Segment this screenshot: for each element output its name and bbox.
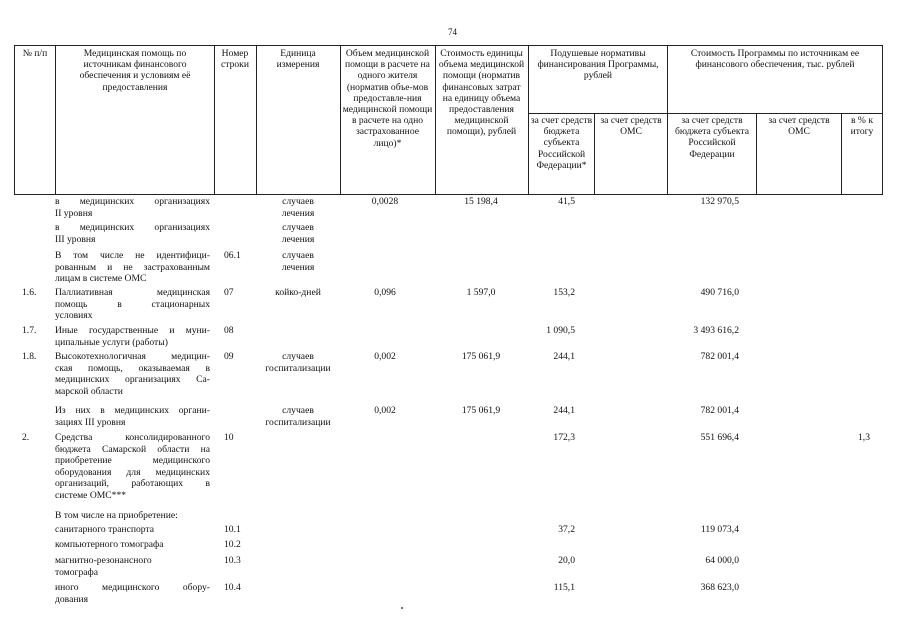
- row-description: лицам в системе ОМС: [55, 273, 147, 284]
- row-description: Высокотехнологичная медицин-: [55, 351, 210, 362]
- row-description: марской области: [55, 385, 123, 397]
- row-description: В том числе на приобретение:: [55, 510, 178, 521]
- row-description: II уровня: [55, 207, 93, 219]
- row-line-number: 06.1: [224, 250, 241, 261]
- row-program-budget: 782 001,4: [700, 405, 739, 416]
- row-description: томографа: [55, 566, 99, 578]
- row-cost: 175 061,9: [461, 351, 501, 362]
- row-program-budget: 64 000,0: [705, 555, 739, 566]
- row-description: санитарного транспорта: [55, 524, 155, 535]
- row-description: условиях: [55, 310, 93, 321]
- row-number: 2.: [22, 432, 30, 443]
- row-program-budget: 782 001,4: [700, 351, 739, 362]
- row-description: магнитно-резонансного: [55, 555, 152, 566]
- header-program-percent: в % к итогу: [850, 115, 874, 138]
- row-volume: 0,096: [374, 287, 396, 298]
- row-description: ская помощь, оказываемая в: [55, 362, 210, 374]
- row-cost: 175 061,9: [461, 405, 501, 416]
- row-unit: лечения: [281, 261, 315, 273]
- row-per-capita-budget: 1 090,5: [546, 325, 575, 336]
- row-description: компьютерного томографа: [55, 539, 164, 550]
- page-number: 74: [448, 27, 457, 37]
- header-per-capita-group: Подушевые нормативы финансирования Программы, рублей: [537, 48, 659, 82]
- header-volume: Объем медицинской помощи в расчете на одного жителя (норматив объе-мов предоставле-ния медицинской помощи в расчете на одно застрахованное лицо)*: [342, 48, 433, 149]
- header-line-no: Номер строки: [221, 48, 249, 71]
- row-cost: 1 597,0: [466, 287, 496, 298]
- row-description: Средства консолидированного: [55, 432, 210, 443]
- row-per-capita-budget: 244,1: [553, 351, 575, 362]
- row-description: медицинских организациях Са-: [55, 374, 210, 385]
- row-unit: случаев: [282, 351, 314, 362]
- row-volume: 0,0028: [371, 196, 399, 207]
- row-description: приобретение медицинского: [55, 455, 210, 466]
- row-line-number: 10.3: [224, 555, 241, 566]
- row-line-number: 09: [224, 351, 234, 362]
- row-line-number: 10: [224, 432, 234, 443]
- row-per-capita-budget: 20,0: [558, 555, 575, 566]
- row-per-capita-budget: 172,3: [553, 432, 575, 443]
- row-cost: 15 198,4: [464, 196, 498, 207]
- row-per-capita-budget: 244,1: [553, 405, 575, 416]
- row-per-capita-budget: 153,2: [553, 287, 575, 298]
- row-unit: госпитализации: [265, 362, 331, 374]
- row-program-budget: 368 623,0: [700, 582, 739, 593]
- row-description: бюджета Самарской области на: [55, 443, 210, 455]
- row-description: системе ОМС***: [55, 489, 127, 501]
- row-program-budget: 119 073,4: [700, 524, 739, 535]
- table-header: [14, 45, 883, 195]
- row-description: в медицинских организациях: [55, 196, 210, 207]
- row-description: Из них в медицинских органи-: [55, 405, 210, 416]
- header-cost: Стоимость единицы объема медицинской помощи (норматив финансовых затрат на единицу объема предоставления медицинской помощи), рублей: [438, 48, 525, 138]
- row-unit: случаев: [282, 405, 314, 416]
- row-description: иного медицинского обору-: [55, 582, 210, 593]
- row-description: в медицинских организациях: [55, 222, 210, 233]
- header-program-oms: за счет средств ОМС: [768, 115, 830, 138]
- row-number: 1.8.: [22, 351, 37, 362]
- row-program-budget: 490 716,0: [700, 287, 739, 298]
- row-volume: 0,002: [374, 405, 396, 416]
- row-line-number: 08: [224, 325, 234, 336]
- row-description: организаций, работающих в: [55, 478, 210, 489]
- row-line-number: 07: [224, 287, 234, 298]
- header-program-cost-group: Стоимость Программы по источникам ее финансового обеспечения, тыс. рублей: [690, 48, 860, 71]
- header-description: Медицинская помощь по источникам финансового обеспечения и условиям её предоставления: [79, 48, 191, 93]
- row-description: В том числе не идентифици-: [55, 250, 210, 261]
- row-description: III уровня: [55, 233, 96, 245]
- row-unit: лечения: [281, 233, 315, 245]
- row-unit: случаев: [282, 222, 314, 233]
- row-program-budget: 551 696,4: [700, 432, 739, 443]
- row-unit: случаев: [282, 250, 314, 261]
- row-unit: госпитализации: [265, 416, 331, 428]
- row-volume: 0,002: [374, 351, 396, 362]
- header-unit: Единица измерения: [276, 48, 320, 71]
- row-program-percent: 1,3: [858, 432, 870, 443]
- row-unit: случаев: [282, 196, 314, 207]
- row-program-budget: 132 970,5: [700, 196, 739, 207]
- row-description: Иные государственные и муни-: [55, 325, 210, 336]
- row-unit: койко-дней: [275, 287, 321, 298]
- row-description: зациях III уровня: [55, 416, 126, 428]
- row-description: рованным и не застрахованным: [55, 261, 210, 273]
- row-program-budget: 3 493 616,2: [693, 325, 739, 336]
- header-num: № п/п: [22, 48, 48, 59]
- row-line-number: 10.1: [224, 524, 241, 535]
- scan-speck: [401, 607, 403, 609]
- row-number: 1.6.: [22, 287, 37, 298]
- row-per-capita-budget: 115,1: [553, 582, 575, 593]
- header-per-capita-oms: за счет средств ОМС: [600, 115, 662, 138]
- row-description: Паллиативная медицинская: [55, 287, 210, 298]
- header-program-budget: за счет средств бюджета субъекта Российской Федерации: [675, 115, 749, 160]
- row-description: дования: [55, 593, 89, 605]
- header-per-capita-budget: за счет средств бюджета субъекта Российской Федерации*: [530, 115, 593, 171]
- row-per-capita-budget: 37,2: [558, 524, 575, 535]
- row-line-number: 10.4: [224, 582, 241, 593]
- row-description: помощь в стационарных: [55, 298, 210, 310]
- row-number: 1.7.: [22, 325, 37, 336]
- row-unit: лечения: [281, 207, 315, 219]
- row-line-number: 10.2: [224, 539, 241, 550]
- row-per-capita-budget: 41,5: [558, 196, 575, 207]
- row-description: ципальные услуги (работы): [55, 336, 168, 348]
- row-description: оборудования для медицинских: [55, 466, 210, 478]
